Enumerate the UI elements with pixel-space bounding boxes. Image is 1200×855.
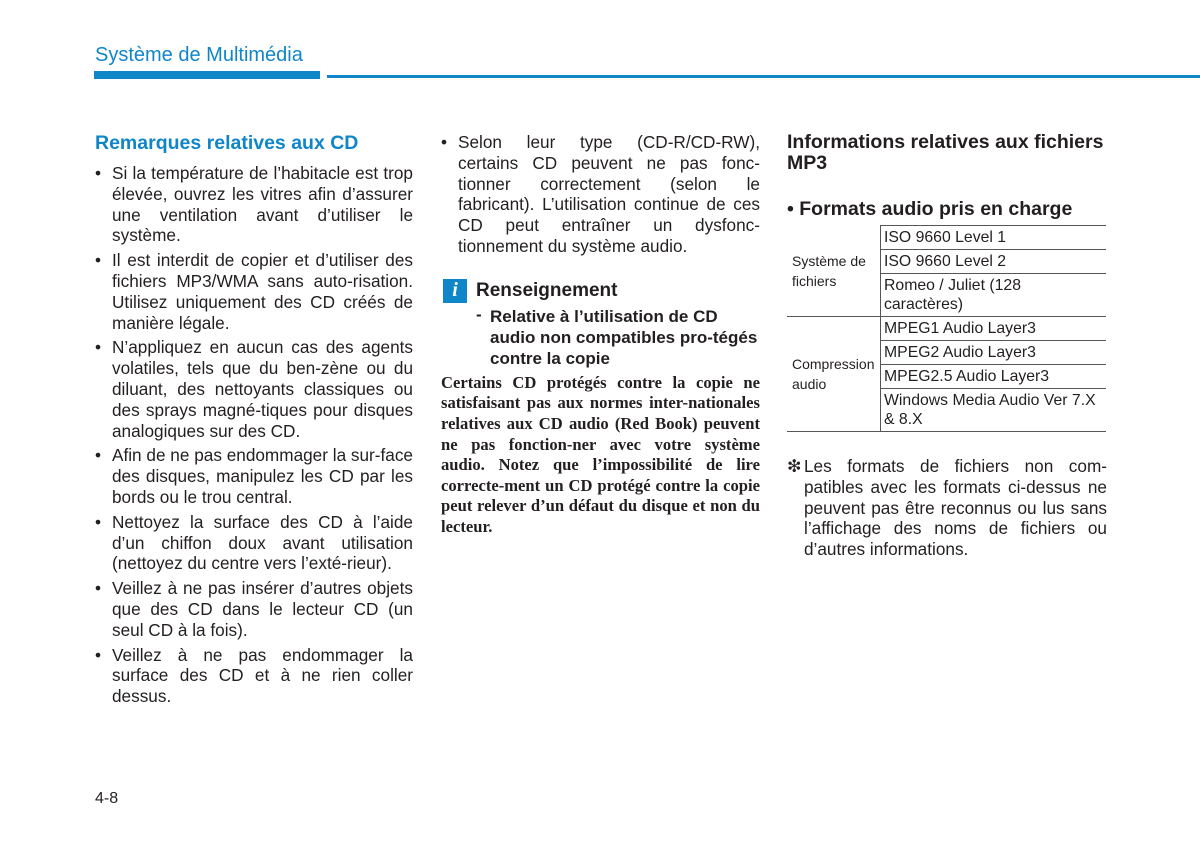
formats-heading-text: Formats audio pris en charge	[799, 198, 1073, 220]
list-item: • Veillez à ne pas endommager la surface des CD et à ne rien coller dessus.	[95, 645, 413, 707]
table-row	[787, 226, 1106, 250]
table-cell: Windows Media Audio Ver 7.X & 8.X	[881, 389, 1107, 432]
info-note-body: Certains CD protégés contre la copie ne satisfaisant pas aux normes inter-nationales relatives aux CD audio (Red Book) peuvent ne pas fonction-ner avec votre système audio. Notez que l’impossibilité de lire correcte-ment un CD protégé contre la copie peut relever d’un défaut du disque et non du lecteur.	[441, 372, 760, 536]
table-cell: ISO 9660 Level 1	[881, 226, 1107, 250]
mp3-info-heading: Informations relatives aux fichiers MP3	[787, 131, 1104, 174]
table-cell: ISO 9660 Level 2	[881, 250, 1107, 274]
list-item: • Si la température de l’habitacle est trop élevée, ouvrez les vitres afin d’assurer une ventilation avant d’utiliser le système.	[95, 163, 413, 246]
cd-remarks-heading: Remarques relatives aux CD	[95, 132, 359, 154]
category-compression: Compression audio	[787, 317, 881, 432]
section-title: Système de Multimédia	[95, 44, 303, 66]
list-item: • N’appliquez en aucun cas des agents volatiles, tels que du ben-zène ou du diluant, des nettoyants classiques ou des sprays magné-tiques pour disques analogiques sur des CD.	[95, 337, 413, 441]
table-cell: MPEG1 Audio Layer3	[881, 317, 1107, 341]
info-icon: i	[443, 279, 467, 303]
column-mp3	[787, 132, 1107, 560]
asterisk-icon: ❇	[787, 456, 802, 476]
info-note-title: Renseignement	[476, 279, 618, 301]
formats-heading: • Formats audio pris en charge	[787, 198, 1073, 220]
cd-type-list	[441, 132, 760, 257]
info-note-subtitle-text: Relative à l’utilisation de CD audio non compatibles pro-tégés contre la copie	[490, 306, 758, 368]
formats-table	[787, 225, 1106, 432]
page-number: 4-8	[95, 790, 119, 807]
column-cd-remarks	[95, 132, 413, 711]
list-item: • Nettoyez la surface des CD à l’aide d’un chiffon doux avant utilisation (nettoyez du centre vers l’exté-rieur).	[95, 512, 413, 574]
table-row	[787, 317, 1106, 341]
footnote	[787, 456, 1107, 560]
category-file-system: Système de fichiers	[787, 226, 881, 317]
list-item: • Il est interdit de copier et d’utiliser des fichiers MP3/WMA sans auto-risation. Utilisez uniquement des CD créés de manière légale.	[95, 250, 413, 333]
list-item: • Veillez à ne pas insérer d’autres objets que des CD dans le lecteur CD (un seul CD à la fois).	[95, 578, 413, 640]
dash-marker: -	[476, 304, 482, 324]
table-cell: MPEG2.5 Audio Layer3	[881, 365, 1107, 389]
column-info	[441, 132, 760, 538]
list-item: • Afin de ne pas endommager la sur-face des disques, manipulez les CD par les bords ou le trou central.	[95, 445, 413, 507]
info-note-header	[441, 279, 760, 303]
list-item: • Selon leur type (CD-R/CD-RW), certains CD peuvent ne pas fonc-tionner correctement (selon le fabricant). L’utilisation continue de ces CD peut entraîner un dysfonc-tionnement du système audio.	[441, 132, 760, 257]
info-note-subtitle	[441, 306, 760, 369]
header-rule-thick	[94, 71, 320, 79]
header-rule-thin	[327, 75, 1200, 78]
cd-remarks-list	[95, 163, 413, 707]
footnote-text: Les formats de fichiers non com-patibles avec les formats ci-dessus ne peuvent pas être reconnus ou lus sans l’affichage des noms de fichiers ou d’autres informations.	[804, 456, 1107, 560]
table-cell: Romeo / Juliet (128 caractères)	[881, 274, 1107, 317]
table-cell: MPEG2 Audio Layer3	[881, 341, 1107, 365]
